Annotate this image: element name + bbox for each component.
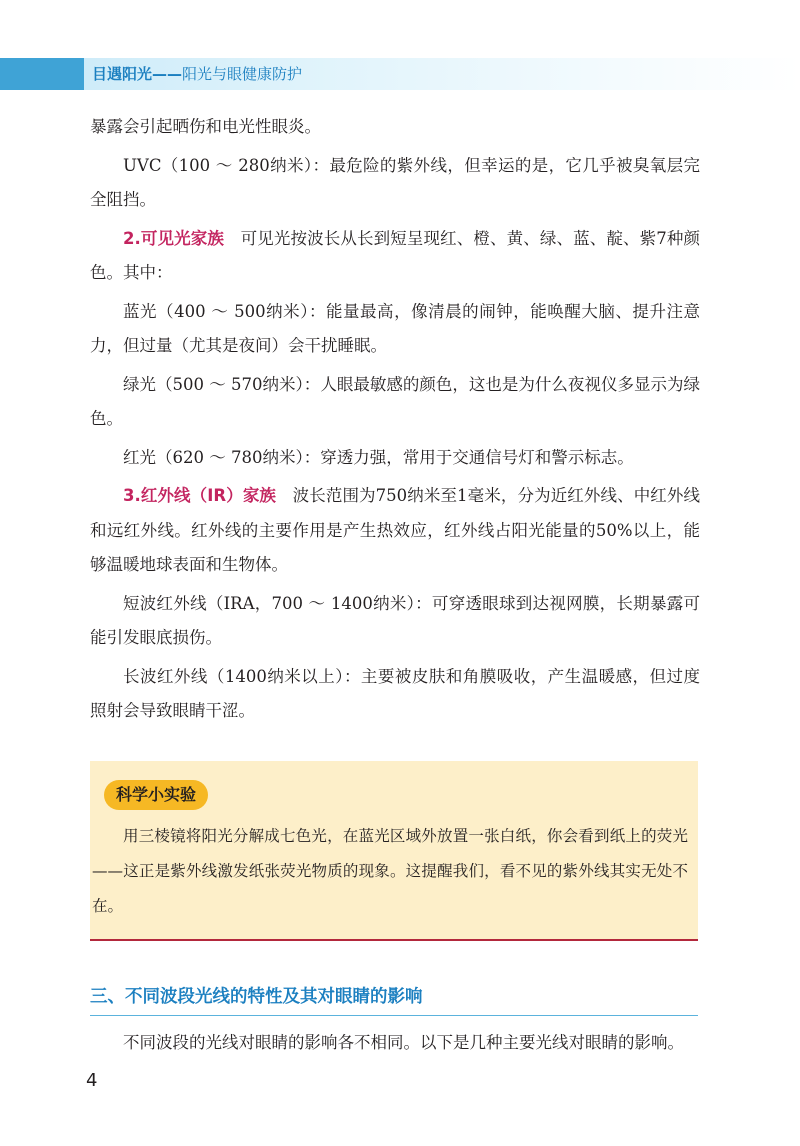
paragraph-long-ir: 长波红外线（1400纳米以上）：主要被皮肤和角膜吸收，产生温暖感，但过度照射会导致眼睛干涩。: [90, 666, 700, 720]
header-title-main: 目遇阳光——: [92, 65, 183, 83]
paragraph-red-light: 红光（620 ～ 780纳米）：穿透力强，常用于交通信号灯和警示标志。: [123, 447, 634, 467]
paragraph-1: 暴露会引起晒伤和电光性眼炎。: [90, 117, 321, 136]
running-header: [92, 62, 302, 86]
body-text: [90, 110, 700, 733]
header-tab-block: [0, 58, 84, 90]
subheading-visible-light: 2.可见光家族: [123, 228, 224, 248]
section-heading: 三、不同波段光线的特性及其对眼睛的影响: [90, 987, 423, 1007]
visible-light-text: 可见光按波长从长到短呈现红、橙、黄、绿、蓝、靛、紫7种颜色。其中：: [90, 228, 700, 282]
experiment-box: [90, 761, 698, 941]
section-divider: [90, 1015, 698, 1016]
paragraph-visible-light: [90, 222, 700, 291]
section-intro-paragraph: 不同波段的光线对眼睛的影响各不相同。以下是几种主要光线对眼睛的影响。: [123, 1033, 684, 1052]
paragraph-blue-light: 蓝光（400 ～ 500纳米）：能量最高，像清晨的闹钟，能唤醒大脑、提升注意力，但过量（尤其是夜间）会干扰睡眠。: [90, 301, 700, 355]
subheading-infrared: 3.红外线（IR）家族: [123, 486, 277, 505]
experiment-tag: 科学小实验: [104, 780, 208, 810]
page-number: 4: [86, 1070, 98, 1091]
paragraph-infrared: [90, 479, 700, 583]
paragraph-green-light: 绿光（500 ～ 570纳米）：人眼最敏感的颜色，这也是为什么夜视仪多显示为绿色。: [90, 374, 700, 428]
infrared-text: 波长范围为750纳米至1毫米，分为近红外线、中红外线和远红外线。红外线的主要作用是产生热效应，红外线占阳光能量的50%以上，能够温暖地球表面和生物体。: [90, 486, 700, 574]
experiment-text: 用三棱镜将阳光分解成七色光，在蓝光区域外放置一张白纸，你会看到纸上的荧光——这正是紫外线激发纸张荧光物质的现象。这提醒我们，看不见的紫外线其实无处不在。: [92, 827, 688, 915]
paragraph-uvc: UVC（100 ～ 280纳米）：最危险的紫外线，但幸运的是，它几乎被臭氧层完全阻挡。: [90, 155, 700, 209]
header-title-sub: 阳光与眼健康防护: [182, 65, 303, 83]
paragraph-ira: 短波红外线（IRA，700 ～ 1400纳米）：可穿透眼球到达视网膜，长期暴露可能引发眼底损伤。: [90, 593, 700, 647]
